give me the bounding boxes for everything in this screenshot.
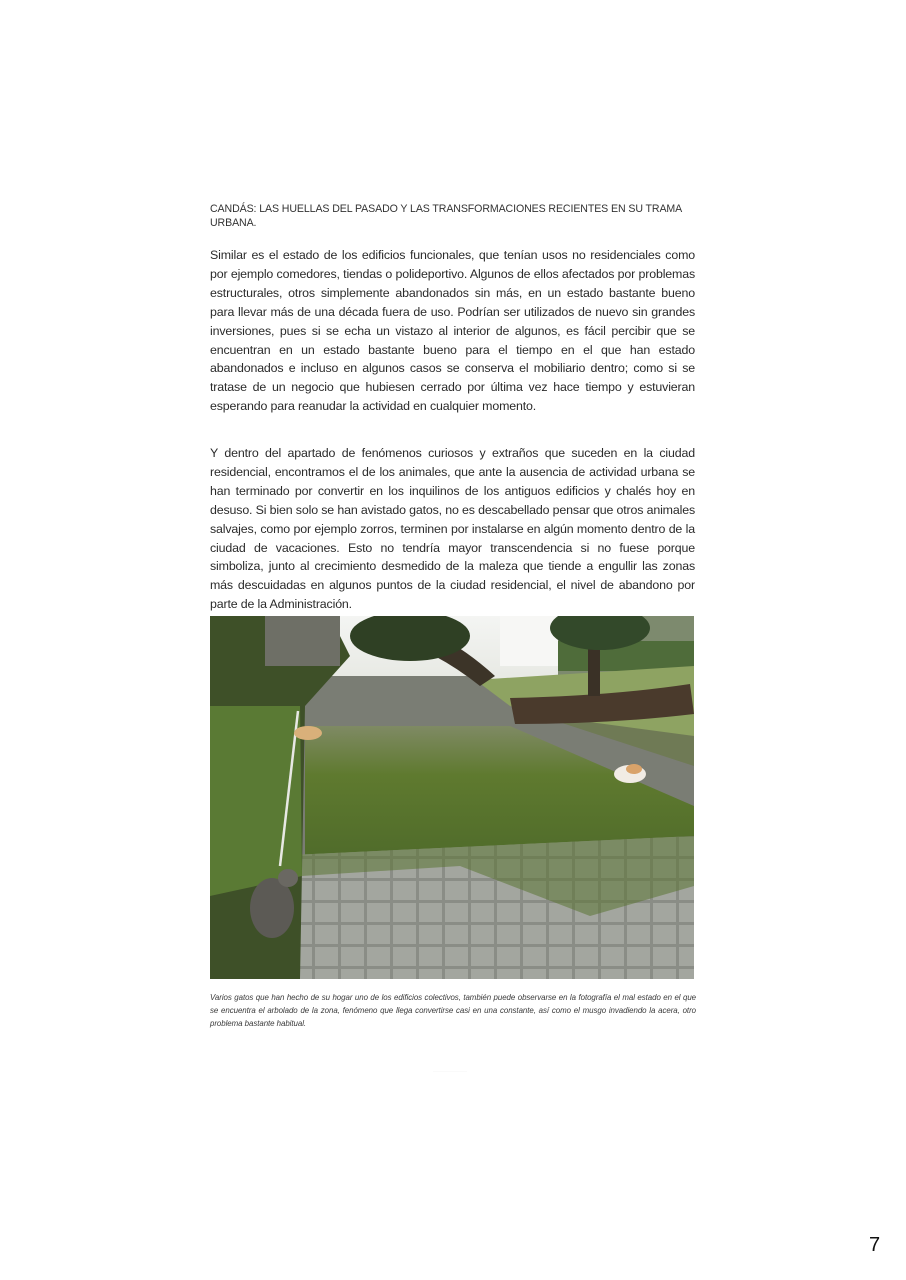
paragraph-functional-buildings: Similar es el estado de los edificios funcionales, que tenían usos no residenciales como por ejemplo comedores, tiendas o polideportivo. Algunos de ellos afectados por problemas estructurales, otros simplemente abandonados sin más, en un estado bastante bueno para llevar más de una década fuera de uso. Podrían ser utilizados de nuevo sin grandes inversiones, pues si se echa un vistazo al interior de algunos, es fácil percibir que se encuentran en un estado bastante bueno para el tiempo en el que han estado abandonados e incluso en algunos casos se conserva el mobiliario dentro; como si se tratase de un negocio que hubiesen cerrado por última vez hace tiempo y estuvieran esperando para reanudar la actividad en cualquier momento. [210,248,695,414]
faint-scan-artifact [433,1071,467,1102]
page-number: 7 [869,1234,881,1256]
running-header: CANDÁS: LAS HUELLAS DEL PASADO Y LAS TRANSFORMACIONES RECIENTES EN SU TRAMA URBANA. [210,203,682,229]
cats-photo [210,616,694,979]
paragraph-animals: Y dentro del apartado de fenómenos curiosos y extraños que suceden en la ciudad residencial, encontramos el de los animales, que ante la ausencia de actividad urbana se han terminado por convertir en los inquilinos de los antiguos edificios y chalés hoy en desuso. Si bien solo se han avistado gatos, no es descabellado pensar que otros animales salvajes, como por ejemplo zorros, terminen por instalarse en algún momento dentro de la ciudad de vacaciones. Esto no tendría mayor transcendencia si no fuese porque simboliza, junto al crecimiento desmedido de la maleza que tiende a engullir las zonas más descuidadas en algunos puntos de la ciudad residencial, el nivel de abandono por parte de la Administración. [210,446,695,612]
figure-caption: Varios gatos que han hecho de su hogar uno de los edificios colectivos, también puede observarse en la fotografía el mal estado en el que se encuentra el arbolado de la zona, fenómeno que llega convertirse casi en una constante, así como el musgo invadiendo la acera, otro problema bastante habitual. [210,993,696,1029]
